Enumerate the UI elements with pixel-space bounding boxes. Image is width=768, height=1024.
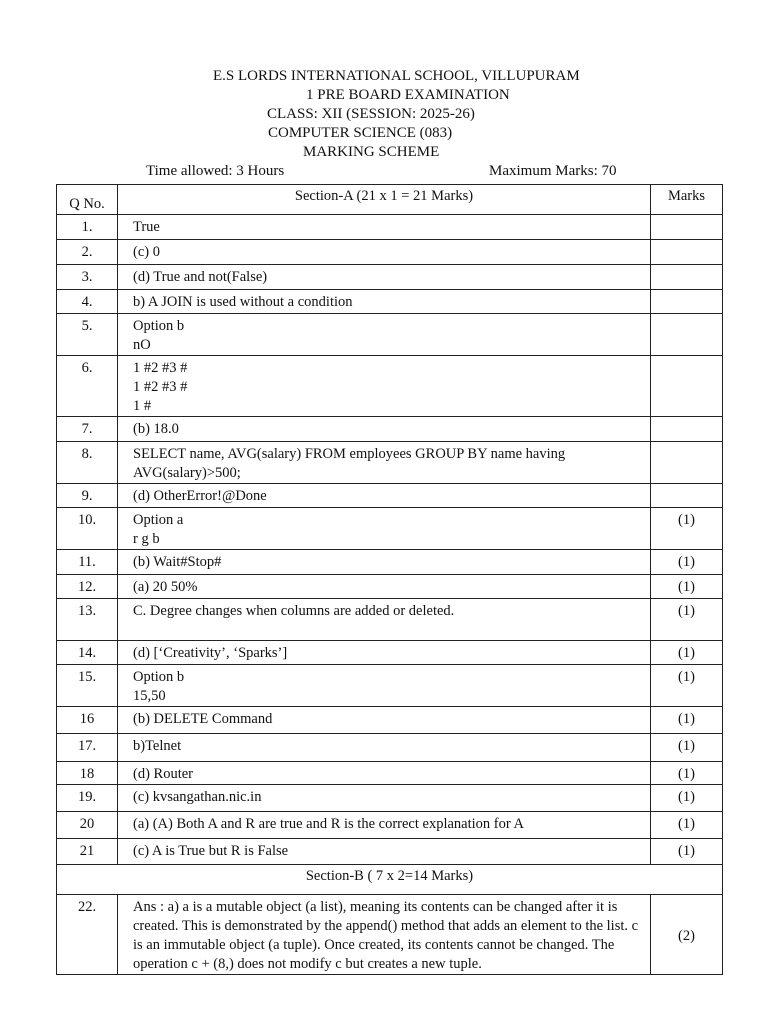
table-row bbox=[57, 734, 723, 762]
answer-cell bbox=[118, 734, 651, 762]
question-number: 9. bbox=[57, 484, 118, 508]
answer-text: Ans : a) a is a mutable object (a list), meaning its contents can be changed after it is created. This is demonstrated by the append() method that adds an element to the list. c is an immutable object (a tuple). Once created, its contents cannot be changed. The operation c + (8,) does not modify c but creates a new tuple. bbox=[133, 899, 639, 972]
answer-cell bbox=[118, 575, 651, 599]
answer-line: (d) Router bbox=[133, 766, 193, 782]
table-row bbox=[57, 895, 723, 975]
answer-line: (a) 20 50% bbox=[133, 579, 198, 595]
answer-line: True bbox=[133, 219, 160, 235]
question-number: 13. bbox=[57, 599, 118, 641]
table-row bbox=[57, 641, 723, 665]
marks-cell: (1) bbox=[651, 665, 723, 707]
answer-line: (c) 0 bbox=[133, 244, 160, 260]
question-number: 5. bbox=[57, 314, 118, 356]
marks-cell: (1) bbox=[651, 839, 723, 865]
marks-cell: (1) bbox=[651, 762, 723, 785]
qno-header: Q No. bbox=[57, 185, 118, 215]
answer-cell bbox=[118, 812, 651, 839]
table-row bbox=[57, 215, 723, 240]
answer-cell bbox=[118, 707, 651, 734]
table-row bbox=[57, 314, 723, 356]
marks-cell bbox=[651, 484, 723, 508]
table-row bbox=[57, 442, 723, 484]
table-row bbox=[57, 839, 723, 865]
answer-cell bbox=[118, 484, 651, 508]
question-number: 6. bbox=[57, 356, 118, 417]
question-number: 2. bbox=[57, 240, 118, 265]
marks-cell bbox=[651, 356, 723, 417]
section-b-header: Section-B ( 7 x 2=14 Marks) bbox=[57, 865, 723, 895]
maximum-marks: Maximum Marks: 70 bbox=[489, 163, 617, 179]
marks-cell: (1) bbox=[651, 734, 723, 762]
exam-title: 1 PRE BOARD EXAMINATION bbox=[306, 87, 510, 103]
marks-cell: (1) bbox=[651, 707, 723, 734]
marks-cell: (2) bbox=[651, 895, 723, 975]
table-row bbox=[57, 240, 723, 265]
answer-line: (c) kvsangathan.nic.in bbox=[133, 789, 262, 805]
marks-cell: (1) bbox=[651, 508, 723, 550]
marks-cell: (1) bbox=[651, 599, 723, 641]
answer-line: (d) OtherError!@Done bbox=[133, 488, 267, 504]
question-number: 22. bbox=[57, 895, 118, 975]
answer-cell bbox=[118, 356, 651, 417]
table-row bbox=[57, 417, 723, 442]
question-number: 12. bbox=[57, 575, 118, 599]
marks-cell bbox=[651, 290, 723, 314]
marks-cell: (1) bbox=[651, 641, 723, 665]
answer-cell bbox=[118, 599, 651, 641]
table-row bbox=[57, 707, 723, 734]
answer-line: b) A JOIN is used without a condition bbox=[133, 294, 353, 310]
answer-cell bbox=[118, 314, 651, 356]
marks-cell: (1) bbox=[651, 812, 723, 839]
answer-line: Option b bbox=[133, 669, 185, 685]
question-number: 21 bbox=[57, 839, 118, 865]
table-header-row bbox=[57, 185, 723, 215]
answer-line: (c) A is True but R is False bbox=[133, 843, 289, 859]
answer-line: SELECT name, AVG(salary) FROM employees GROUP BY name having bbox=[133, 446, 566, 462]
table-row bbox=[57, 484, 723, 508]
answer-cell bbox=[118, 785, 651, 812]
table-row bbox=[57, 599, 723, 641]
question-number: 15. bbox=[57, 665, 118, 707]
question-number: 4. bbox=[57, 290, 118, 314]
answer-line: 1 # bbox=[133, 398, 152, 414]
question-number: 3. bbox=[57, 265, 118, 290]
answer-line: (a) (A) Both A and R are true and R is the correct explanation for A bbox=[133, 816, 524, 832]
marks-cell bbox=[651, 215, 723, 240]
marks-cell: (1) bbox=[651, 575, 723, 599]
table-row bbox=[57, 762, 723, 785]
table-row bbox=[57, 665, 723, 707]
table-row bbox=[57, 550, 723, 575]
answer-line: (d) [‘Creativity’, ‘Sparks’] bbox=[133, 645, 288, 661]
question-number: 17. bbox=[57, 734, 118, 762]
answer-line: 15,50 bbox=[133, 688, 166, 704]
answer-line bbox=[133, 621, 646, 640]
marks-cell bbox=[651, 240, 723, 265]
question-number: 14. bbox=[57, 641, 118, 665]
question-number: 1. bbox=[57, 215, 118, 240]
marks-cell: (1) bbox=[651, 550, 723, 575]
answer-line: (b) DELETE Command bbox=[133, 711, 273, 727]
table-row bbox=[57, 812, 723, 839]
marking-scheme-table bbox=[56, 184, 723, 975]
table-row bbox=[57, 575, 723, 599]
table-row bbox=[57, 265, 723, 290]
question-number: 19. bbox=[57, 785, 118, 812]
answer-cell bbox=[118, 215, 651, 240]
answer-cell bbox=[118, 417, 651, 442]
page-title: MARKING SCHEME bbox=[303, 144, 440, 160]
marks-cell bbox=[651, 417, 723, 442]
question-number: 11. bbox=[57, 550, 118, 575]
question-number: 18 bbox=[57, 762, 118, 785]
answer-line: (b) Wait#Stop# bbox=[133, 554, 222, 570]
answer-cell bbox=[118, 290, 651, 314]
table-row bbox=[57, 356, 723, 417]
table-row bbox=[57, 290, 723, 314]
answer-cell bbox=[118, 641, 651, 665]
section-b-row bbox=[57, 865, 723, 895]
time-allowed: Time allowed: 3 Hours bbox=[146, 163, 285, 179]
answer-line: (b) 18.0 bbox=[133, 421, 179, 437]
marks-cell bbox=[651, 265, 723, 290]
answer-line: 1 #2 #3 # bbox=[133, 379, 188, 395]
answer-cell bbox=[118, 265, 651, 290]
question-number: 10. bbox=[57, 508, 118, 550]
answer-line: Option a bbox=[133, 512, 184, 528]
marks-cell bbox=[651, 314, 723, 356]
answer-cell bbox=[118, 550, 651, 575]
marks-cell: (1) bbox=[651, 785, 723, 812]
answer-line: 1 #2 #3 # bbox=[133, 360, 188, 376]
question-number: 16 bbox=[57, 707, 118, 734]
answer-cell bbox=[118, 442, 651, 484]
marks-header: Marks bbox=[651, 185, 723, 215]
class-session: CLASS: XII (SESSION: 2025-26) bbox=[267, 106, 475, 122]
school-name: E.S LORDS INTERNATIONAL SCHOOL, VILLUPURAM bbox=[213, 68, 580, 84]
answer-line: Option b bbox=[133, 318, 185, 334]
answer-cell bbox=[118, 762, 651, 785]
answer-cell bbox=[118, 895, 651, 975]
answer-line: b)Telnet bbox=[133, 738, 182, 754]
answer-line: r g b bbox=[133, 531, 160, 547]
table-row bbox=[57, 785, 723, 812]
answer-cell bbox=[118, 665, 651, 707]
answer-cell bbox=[118, 839, 651, 865]
question-number: 7. bbox=[57, 417, 118, 442]
answer-cell bbox=[118, 240, 651, 265]
table-row bbox=[57, 508, 723, 550]
marks-cell bbox=[651, 442, 723, 484]
answer-line: (d) True and not(False) bbox=[133, 269, 268, 285]
answer-cell bbox=[118, 508, 651, 550]
subject-name: COMPUTER SCIENCE (083) bbox=[268, 125, 453, 141]
answer-line: AVG(salary)>500; bbox=[133, 465, 241, 481]
question-number: 20 bbox=[57, 812, 118, 839]
answer-line: C. Degree changes when columns are added or deleted. bbox=[133, 603, 455, 619]
section-a-header: Section-A (21 x 1 = 21 Marks) bbox=[118, 185, 651, 215]
answer-line: nO bbox=[133, 337, 151, 353]
question-number: 8. bbox=[57, 442, 118, 484]
